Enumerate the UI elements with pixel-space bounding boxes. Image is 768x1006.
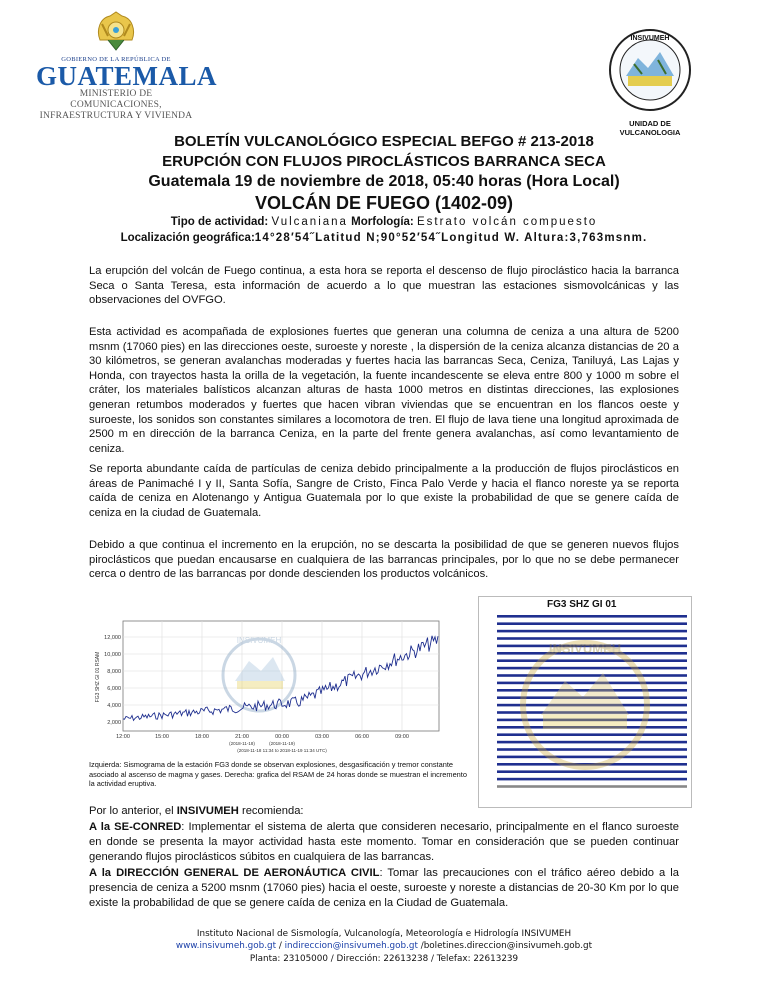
conred-label: A la SE-CONRED: [89, 821, 182, 833]
government-logo: [36, 10, 218, 122]
helicorder-trace-line: [497, 667, 687, 670]
helicorder-trace-line: [497, 615, 687, 618]
helicorder-title: FG3 SHZ GI 01: [547, 599, 617, 610]
paragraph-2: Esta actividad es acompañada de explosiones fuertes que generan una columna de ceniza a una altura de 5200 msnm (17060 pies) en las direcciones oeste, suroeste y noreste , la dispersión de la ceniza alcanza distancias de 20 a 30 kilómetros, se generan avalanchas moderadas y fuertes hacia las barrancas Seca, Ceniza, Taniluyá, Las Lajas y Honda, con trayectos hasta la orilla de la vegetación, la fuente incandescente se eleva entre 800 y 1000 m sobre el cráter, los materiales balísticos alcanzan alturas de hasta 1000 metros en distintas direcciones, las explosiones generan retumbos moderados y fuertes que hacen vibran viviendas que se encuentran en los flancos oeste y suroeste, los sonidos son constantes similares a locomotora de tren. El flujo de lava tiene una longitud aproximada de 2500 m en dirección de la barranca Ceniza, en la parte del frente genera avalanchas, así como levantamiento de ceniza.: [89, 326, 679, 455]
recommendation-intro: [89, 804, 679, 819]
bulletin-title-block: [0, 132, 768, 214]
dgac-label-a: A la: [89, 867, 117, 879]
rsam-date-a: (2018-11-18): [229, 741, 255, 746]
location-value: 14°28′54˝Latitud N;90°52′54˝Longitud W. Altura:3,763msnm.: [254, 232, 648, 244]
coat-of-arms-icon: [92, 10, 140, 56]
figure-caption: Izquierda: Sismograma de la estación FG3 donde se observan explosiones, desgasificación y tremor constante asociado al ascenso de magma y gases. Derecha: grafica del RSAM de 24 horas donde se muestran el incremento la actividad eruptiva.: [89, 760, 467, 789]
rsam-x-tick: 06:00: [355, 734, 369, 740]
rsam-y-tick: 6,000: [107, 686, 121, 692]
intro-text-a: Por lo anterior, el: [89, 805, 177, 817]
rsam-date-range: (2018-11-18 11:34 to 2018-11-19 11:34 UTC): [237, 748, 327, 753]
recommendation-conred: [89, 820, 679, 866]
rsam-watermark-text: INSIVUMEH: [236, 636, 282, 645]
rsam-y-tick: 8,000: [107, 669, 121, 675]
intro-text-c: recomienda:: [238, 805, 304, 817]
government-line: GOBIERNO DE LA REPÚBLICA DE: [61, 56, 171, 63]
bulletin-title: BOLETÍN VULCANOLÓGICO ESPECIAL BEFGO # 213-2018: [174, 133, 594, 150]
rsam-chart: [89, 607, 446, 757]
helicorder-trace-line: [497, 770, 687, 773]
helicorder-trace-line: [497, 748, 687, 751]
helicorder-figure: [478, 596, 692, 808]
rsam-y-tick: 4,000: [107, 703, 121, 709]
rsam-x-tick: 09:00: [395, 734, 409, 740]
rsam-x-tick: 15:00: [155, 734, 169, 740]
helicorder-trace-line: [497, 741, 687, 744]
rsam-y-tick: 10,000: [104, 652, 121, 658]
activity-line: [0, 216, 768, 228]
footer-email-link[interactable]: indireccion@insivumeh.gob.gt: [284, 941, 418, 952]
footer: [0, 928, 768, 965]
location-label: Localización geográfica:: [120, 232, 255, 244]
rsam-y-tick: 12,000: [104, 635, 121, 641]
volcano-name: VOLCÁN DE FUEGO (1402-09): [254, 193, 514, 213]
rsam-x-tick: 03:00: [315, 734, 329, 740]
insivumeh-logo: [602, 28, 698, 137]
footer-website-link[interactable]: www.insivumeh.gob.gt: [175, 941, 277, 952]
insivumeh-seal-icon: [608, 28, 692, 112]
rsam-x-tick: 00:00: [275, 734, 289, 740]
activity-type-label: Tipo de actividad:: [170, 216, 269, 228]
unit-label: UNIDAD DE VULCANOLOGIA: [619, 119, 681, 137]
paragraph-1: La erupción del volcán de Fuego continua, a esta hora se reporta el descenso de flujo piroclástico hacia la barranca Seca o Santa Teresa, esta información de acuerdo a lo que muestran las estaciones sismovolcánicas y las observaciones del OVFGO.: [89, 265, 679, 307]
paragraph-3: Se reporta abundante caída de partículas de ceniza debido principalmente a la producción de flujos piroclásticos en áreas de Panimaché I y II, Santa Sofía, Sangre de Cristo, Finca Palo Verde y hacia el flanco noreste ya se reporta caída de ceniza en Alotenango y Antigua Guatemala por lo que existe la probabilidad de que se genere caída de ceniza en la ciudad de Guatemala.: [89, 463, 679, 519]
morphology-value: Estrato volcán compuesto: [416, 216, 598, 228]
recommendation-dgac: [89, 866, 679, 912]
morphology-label: Morfología:: [351, 216, 414, 228]
helicorder-trace-line: [497, 622, 687, 625]
rsam-y-label: FG3 SHZ GI 01 RSAM: [95, 651, 101, 703]
helicorder-trace-line: [497, 674, 687, 677]
ministry-line-2: INFRAESTRUCTURA Y VIVIENDA: [39, 111, 193, 121]
helicorder-watermark-text: INSIVUMEH: [548, 641, 622, 656]
rsam-date-b: (2018-11-19): [269, 741, 295, 746]
footer-institution: Instituto Nacional de Sismología, Vulcanología, Meteorología e Hidrología INSIVUMEH: [196, 929, 572, 939]
helicorder-trace-line: [497, 659, 687, 662]
intro-org: INSIVUMEH: [176, 805, 239, 817]
insivumeh-seal-text: INSIVUMEH: [630, 35, 670, 42]
dgac-label-b: DIRECCIÓN GENERAL DE AERONÁUTICA CIVIL: [116, 867, 380, 879]
footer-separator: /: [276, 941, 285, 952]
helicorder-chart: [479, 597, 691, 807]
rsam-x-tick: 12:00: [116, 734, 130, 740]
bulletin-date: Guatemala 19 de noviembre de 2018, 05:40 horas (Hora Local): [148, 173, 620, 190]
rsam-x-tick: 18:00: [195, 734, 209, 740]
rsam-x-tick: 21:00: [235, 734, 249, 740]
location-line: [0, 232, 768, 244]
helicorder-trace-line: [497, 756, 687, 759]
rsam-y-tick: 2,000: [107, 720, 121, 726]
country-name: GUATEMALA: [36, 61, 218, 91]
bulletin-subtitle: ERUPCIÓN CON FLUJOS PIROCLÁSTICOS BARRANCA SECA: [162, 153, 606, 170]
helicorder-trace-line: [497, 785, 687, 788]
footer-contacts: [0, 940, 768, 952]
ministry-line-1: MINISTERIO DE COMUNICACIONES,: [70, 89, 162, 110]
footer-phones: Planta: 23105000 / Dirección: 22613238 / Telefax: 22613239: [249, 953, 519, 964]
helicorder-trace-line: [497, 630, 687, 633]
helicorder-trace-line: [497, 733, 687, 736]
dgac-text: : Tomar las precauciones con el tráfico aéreo debido a la presencia de ceniza a 5200 msnm (17060 pies) hacia el oeste, suroeste y noreste a distancias de 20-30 Km por lo que existe la probabilidad de que se genere caída de ceniza en la Ciudad de Guatemala.: [89, 867, 680, 910]
activity-type-value: Vulcaniana: [271, 216, 348, 228]
rsam-figure: [89, 607, 446, 757]
helicorder-trace-line: [497, 778, 687, 781]
paragraph-4: Debido a que continua el incremento en la erupción, no se descarta la posibilidad de que se generen nuevos flujos piroclásticos que puedan encausarse en cualquiera de las barrancas principales, por lo que no se debe permanecer cerca o dentro de las barrancas por donde descienden los productos volcánicos.: [89, 539, 679, 581]
conred-text: : Implementar el sistema de alerta que consideren necesario, principalmente en el flanco suroeste en donde se presenta la mayor actividad hasta este momento. Tomar en consideración que se pueden continuar generando flujos piroclásticos súbitos en cualquiera de las barrancas.: [89, 821, 680, 864]
helicorder-trace-line: [497, 637, 687, 640]
footer-email-2: /boletines.direccion@insivumeh.gob.gt: [417, 941, 593, 952]
